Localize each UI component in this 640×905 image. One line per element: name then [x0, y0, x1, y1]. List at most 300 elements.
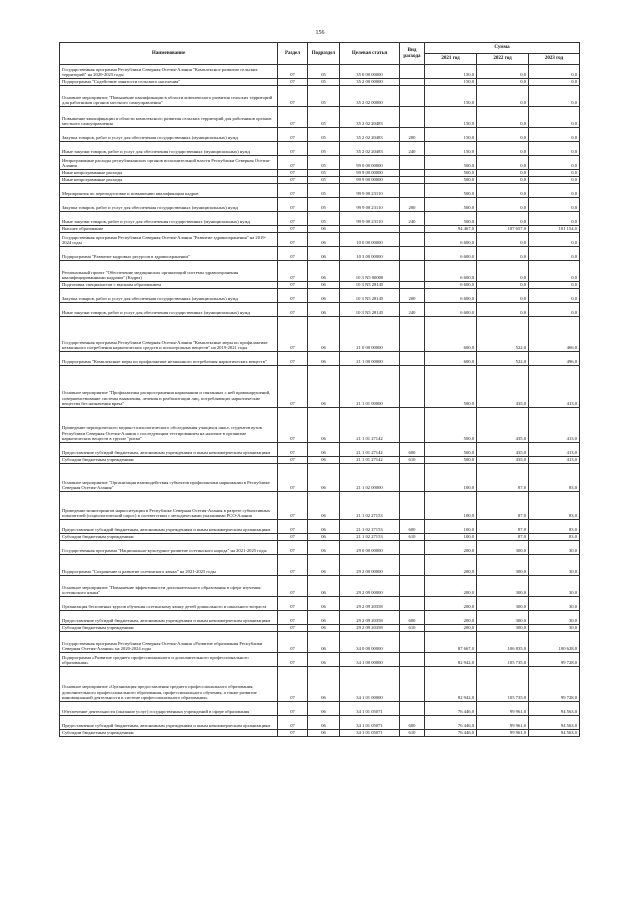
row-section: 07 — [278, 443, 308, 457]
row-target: 21 1 01 27142 — [340, 457, 400, 464]
row-2022: 0,0 — [477, 184, 529, 198]
row-2023: 30,0 — [529, 611, 580, 625]
row-subsection: 06 — [308, 366, 340, 408]
row-2023: 83,0 — [529, 492, 580, 520]
table-row — [60, 198, 580, 212]
row-2023: 413,0 — [529, 443, 580, 457]
row-expense-type: 600 — [400, 611, 425, 625]
row-name: Повышение квалификации в области комплексного развития сельских территорий для работников органов местного самоуправления — [60, 107, 278, 128]
row-2023: 0,0 — [529, 303, 580, 317]
row-2023: 0,0 — [529, 79, 580, 86]
row-2021: 76 446,0 — [425, 702, 477, 716]
row-subsection: 06 — [308, 653, 340, 667]
row-subsection: 05 — [308, 198, 340, 212]
row-2023: 0,0 — [529, 107, 580, 128]
row-target: 35 0 00 00000 — [340, 65, 400, 79]
row-section: 07 — [278, 184, 308, 198]
table-row — [60, 282, 580, 289]
row-name: Подпрограмма "Комплексные меры по профилактике незаконного потребления наркотических веществ" — [60, 352, 278, 366]
row-subsection: 06 — [308, 233, 340, 247]
row-target: 21 1 02 27153 — [340, 520, 400, 534]
row-name: Иные закупки товаров, работ и услуг для обеспечения государственных (муниципальных) нужд — [60, 212, 278, 226]
row-2021: 500,0 — [425, 408, 477, 443]
table-row — [60, 226, 580, 233]
row-target: 10 3 N5 00000 — [340, 261, 400, 282]
row-2023: 94 563,0 — [529, 730, 580, 737]
row-target: 34 0 00 00000 — [340, 632, 400, 653]
row-target: 10 3 00 00000 — [340, 247, 400, 261]
table-row — [60, 667, 580, 702]
row-subsection: 06 — [308, 317, 340, 352]
row-2023: 94 563,0 — [529, 716, 580, 730]
row-2022: 435,0 — [477, 443, 529, 457]
budget-table-container — [59, 42, 579, 737]
budget-table — [59, 42, 580, 737]
row-section: 07 — [278, 408, 308, 443]
header-name: Наименование — [60, 43, 278, 65]
row-target: 21 1 02 27153 — [340, 492, 400, 520]
row-name: Государственная программа Республики Северная Осетия-Алания «Развитие образования Республики Северная Осетия-Алания» на 2020-2024 годы — [60, 632, 278, 653]
row-2022: 300,0 — [477, 597, 529, 611]
row-target: 29 0 00 00000 — [340, 541, 400, 555]
row-expense-type — [400, 282, 425, 289]
row-section: 07 — [278, 79, 308, 86]
row-expense-type — [400, 226, 425, 233]
row-2021: 6 600,0 — [425, 303, 477, 317]
row-section: 07 — [278, 625, 308, 632]
row-section: 07 — [278, 352, 308, 366]
table-row — [60, 86, 580, 107]
row-target: 99 9 00 00000 — [340, 170, 400, 177]
table-row — [60, 730, 580, 737]
row-2021: 6 600,0 — [425, 261, 477, 282]
row-target: 99 9 00 23110 — [340, 184, 400, 198]
row-section: 07 — [278, 702, 308, 716]
row-2022: 0,0 — [477, 142, 529, 156]
row-expense-type: 600 — [400, 716, 425, 730]
row-section: 07 — [278, 457, 308, 464]
row-section: 07 — [278, 555, 308, 576]
table-row — [60, 541, 580, 555]
row-2021: 600,0 — [425, 352, 477, 366]
row-section: 07 — [278, 366, 308, 408]
row-target — [340, 226, 400, 233]
table-row — [60, 261, 580, 282]
row-subsection: 05 — [308, 79, 340, 86]
row-2022: 300,0 — [477, 625, 529, 632]
row-2023: 413,0 — [529, 408, 580, 443]
row-name: Основное мероприятие «Организация предоставления среднего профессионального образования, дополнительного профессионального образования, профессионального обучения, а также развитие инновационной деятельности в системе профессионального образования» — [60, 667, 278, 702]
row-name: Закупка товаров, работ и услуг для обеспечения государственных (муниципальных) нужд — [60, 128, 278, 142]
row-section: 07 — [278, 247, 308, 261]
row-expense-type: 200 — [400, 198, 425, 212]
row-name: Мероприятия по переподготовке и повышению квалификации кадров — [60, 184, 278, 198]
table-row — [60, 184, 580, 198]
row-2021: 82 942,0 — [425, 653, 477, 667]
row-2022: 105 735,0 — [477, 653, 529, 667]
row-2023: 0,0 — [529, 65, 580, 79]
row-target: 34 1 01 05071 — [340, 716, 400, 730]
row-2021: 6 600,0 — [425, 233, 477, 247]
row-expense-type: 610 — [400, 534, 425, 541]
row-subsection: 06 — [308, 625, 340, 632]
row-subsection: 06 — [308, 457, 340, 464]
row-name: Закупка товаров, работ и услуг для обеспечения государственных (муниципальных) нужд — [60, 289, 278, 303]
header-2021: 2021 год — [425, 54, 477, 65]
row-2022: 107 657,0 — [477, 226, 529, 233]
row-target: 21 1 01 00000 — [340, 366, 400, 408]
row-target: 35 2 00 00000 — [340, 79, 400, 86]
row-expense-type — [400, 597, 425, 611]
table-row — [60, 492, 580, 520]
row-subsection: 06 — [308, 443, 340, 457]
row-2022: 0,0 — [477, 261, 529, 282]
row-expense-type: 200 — [400, 128, 425, 142]
row-subsection: 06 — [308, 464, 340, 492]
row-target: 21 1 00 00000 — [340, 352, 400, 366]
table-row — [60, 702, 580, 716]
row-expense-type — [400, 233, 425, 247]
row-name: Государственная программа Республики Северная Осетия-Алания "Комплексное развитие сельских территорий" на 2020-2025 годы — [60, 65, 278, 79]
table-row — [60, 625, 580, 632]
row-expense-type: 200 — [400, 289, 425, 303]
row-target: 29 2 00 00000 — [340, 555, 400, 576]
table-row — [60, 352, 580, 366]
table-row — [60, 597, 580, 611]
row-section: 07 — [278, 730, 308, 737]
row-expense-type: 610 — [400, 730, 425, 737]
row-2023: 30,0 — [529, 625, 580, 632]
row-name: Иные непрограммные расходы — [60, 177, 278, 184]
row-expense-type — [400, 555, 425, 576]
row-2022: 300,0 — [477, 555, 529, 576]
row-target: 21 0 00 00000 — [340, 317, 400, 352]
row-target: 35 2 02 20483 — [340, 142, 400, 156]
row-expense-type: 610 — [400, 625, 425, 632]
table-row — [60, 177, 580, 184]
row-2021: 100,0 — [425, 492, 477, 520]
row-2022: 435,0 — [477, 366, 529, 408]
row-expense-type: 240 — [400, 142, 425, 156]
row-name: Основное мероприятие "Повышение квалификации в области комплексного развития сельских территорий для работников органов местного самоуправления" — [60, 86, 278, 107]
row-subsection: 06 — [308, 247, 340, 261]
row-2023: 30,0 — [529, 597, 580, 611]
row-target: 29 2 09 20358 — [340, 625, 400, 632]
row-name: Подпрограмма «Развитие среднего профессионального и дополнительного профессионального образования» — [60, 653, 278, 667]
row-2022: 99 961,0 — [477, 730, 529, 737]
row-section: 07 — [278, 170, 308, 177]
row-subsection: 05 — [308, 86, 340, 107]
row-expense-type — [400, 653, 425, 667]
row-2023: 0,0 — [529, 177, 580, 184]
row-2023: 413,0 — [529, 366, 580, 408]
table-row — [60, 520, 580, 534]
row-subsection: 05 — [308, 156, 340, 170]
header-sum: Сумма — [425, 43, 580, 54]
row-target: 34 1 01 05071 — [340, 702, 400, 716]
row-name: Предоставление субсидий бюджетным, автономным учреждениям и иным некоммерческим организациям — [60, 443, 278, 457]
row-subsection: 06 — [308, 289, 340, 303]
row-2022: 0,0 — [477, 107, 529, 128]
row-2021: 76 446,0 — [425, 716, 477, 730]
row-expense-type: 600 — [400, 443, 425, 457]
row-name: Высшее образование — [60, 226, 278, 233]
row-2021: 150,0 — [425, 65, 477, 79]
row-name: Основное мероприятие "Организация взаимодействия субъектов профилактики наркомании в Республике Северная Осетия-Алания" — [60, 464, 278, 492]
row-target: 34 1 01 00000 — [340, 667, 400, 702]
table-row — [60, 303, 580, 317]
row-target: 21 1 02 00000 — [340, 464, 400, 492]
row-2023: 100 628,0 — [529, 632, 580, 653]
row-expense-type — [400, 366, 425, 408]
row-name: Непрограммные расходы республиканских органов исполнительной власти Республики Северная Осетия-Алания — [60, 156, 278, 170]
header-2022: 2022 год — [477, 54, 529, 65]
table-row — [60, 534, 580, 541]
row-2023: 0,0 — [529, 128, 580, 142]
row-2023: 30,0 — [529, 541, 580, 555]
row-section: 07 — [278, 198, 308, 212]
table-row — [60, 79, 580, 86]
row-name: Государственная программа Республики Северная Осетия-Алания "Развитие здравоохранения" на 2019-2024 годы — [60, 233, 278, 247]
row-expense-type — [400, 576, 425, 597]
row-expense-type — [400, 261, 425, 282]
row-2021: 500,0 — [425, 198, 477, 212]
row-2022: 0,0 — [477, 170, 529, 177]
row-name: Подпрограмма "Содействие занятости сельского населения" — [60, 79, 278, 86]
row-subsection: 06 — [308, 541, 340, 555]
row-name: Основное мероприятие "Повышение эффективности дополнительного образования в сфере изучения осетинского языка" — [60, 576, 278, 597]
table-row — [60, 457, 580, 464]
row-2023: 496,0 — [529, 352, 580, 366]
row-2022: 0,0 — [477, 233, 529, 247]
row-section: 07 — [278, 541, 308, 555]
row-expense-type — [400, 184, 425, 198]
row-expense-type: 610 — [400, 457, 425, 464]
row-2023: 0,0 — [529, 282, 580, 289]
row-name: Обеспечение деятельности (оказание услуг) государственных учреждений в сфере образования — [60, 702, 278, 716]
row-name: Проведение мониторингов наркоситуации в Республике Северная Осетия-Алания в разрезе субъективных показателей (социологический опрос) в соответствии с методическими указаниями РСО-Алания — [60, 492, 278, 520]
row-expense-type: 600 — [400, 520, 425, 534]
table-row — [60, 366, 580, 408]
row-2021: 200,0 — [425, 541, 477, 555]
row-section: 07 — [278, 212, 308, 226]
row-section: 07 — [278, 520, 308, 534]
row-name: Подпрограмма "Развитие кадровых ресурсов в здравоохранении" — [60, 247, 278, 261]
row-expense-type — [400, 408, 425, 443]
row-section: 07 — [278, 156, 308, 170]
row-expense-type — [400, 632, 425, 653]
row-target: 29 2 09 20358 — [340, 611, 400, 625]
row-expense-type — [400, 107, 425, 128]
row-expense-type — [400, 317, 425, 352]
row-section: 07 — [278, 65, 308, 79]
row-name: Основное мероприятие "Профилактика распространения наркомании и связанных с ней правонарушений, совершенствование системы выявления, лечения и реабилитации лиц, потребляющих наркотические вещества без назначения врача" — [60, 366, 278, 408]
row-2023: 0,0 — [529, 247, 580, 261]
row-name: Подготовка специалистов с высшим образованием — [60, 282, 278, 289]
row-2022: 0,0 — [477, 303, 529, 317]
header-expense-type: Вид расхода — [400, 43, 425, 65]
table-row — [60, 289, 580, 303]
row-subsection: 06 — [308, 555, 340, 576]
row-target: 35 2 02 20483 — [340, 107, 400, 128]
row-2022: 105 735,0 — [477, 667, 529, 702]
row-2021: 500,0 — [425, 457, 477, 464]
row-target: 21 1 01 27142 — [340, 443, 400, 457]
row-2021: 200,0 — [425, 576, 477, 597]
row-subsection: 05 — [308, 170, 340, 177]
row-subsection: 05 — [308, 107, 340, 128]
table-row — [60, 464, 580, 492]
row-target: 10 3 N5 28145 — [340, 303, 400, 317]
row-target: 29 2 09 20358 — [340, 597, 400, 611]
row-subsection: 06 — [308, 303, 340, 317]
row-section: 07 — [278, 261, 308, 282]
row-subsection: 05 — [308, 177, 340, 184]
row-2023: 101 154,0 — [529, 226, 580, 233]
table-row — [60, 170, 580, 177]
row-2021: 500,0 — [425, 184, 477, 198]
table-row — [60, 212, 580, 226]
table-row — [60, 716, 580, 730]
row-section: 07 — [278, 317, 308, 352]
table-row — [60, 555, 580, 576]
row-2022: 435,0 — [477, 457, 529, 464]
row-name: Предоставление субсидий бюджетным, автономным учреждениям и иным некоммерческим организациям — [60, 520, 278, 534]
row-2023: 0,0 — [529, 184, 580, 198]
table-row — [60, 65, 580, 79]
row-expense-type — [400, 541, 425, 555]
row-2023: 83,0 — [529, 464, 580, 492]
table-header — [60, 43, 580, 65]
row-2021: 500,0 — [425, 156, 477, 170]
row-2022: 300,0 — [477, 611, 529, 625]
row-2023: 0,0 — [529, 233, 580, 247]
row-2022: 87,0 — [477, 520, 529, 534]
row-section: 07 — [278, 716, 308, 730]
header-section: Раздел — [278, 43, 308, 65]
row-2022: 300,0 — [477, 541, 529, 555]
row-2023: 30,0 — [529, 555, 580, 576]
row-name: Иные закупки товаров, работ и услуг для обеспечения государственных (муниципальных) нужд — [60, 303, 278, 317]
row-2021: 6 600,0 — [425, 247, 477, 261]
row-2021: 100,0 — [425, 520, 477, 534]
table-row — [60, 233, 580, 247]
row-2021: 100,0 — [425, 534, 477, 541]
row-expense-type: 240 — [400, 212, 425, 226]
row-2023: 83,0 — [529, 520, 580, 534]
row-section: 07 — [278, 226, 308, 233]
row-2023: 0,0 — [529, 212, 580, 226]
row-expense-type: 240 — [400, 303, 425, 317]
row-2022: 0,0 — [477, 128, 529, 142]
row-2023: 0,0 — [529, 86, 580, 107]
row-target: 21 1 01 27142 — [340, 408, 400, 443]
row-2023: 83,0 — [529, 534, 580, 541]
row-expense-type — [400, 352, 425, 366]
row-2021: 150,0 — [425, 86, 477, 107]
row-2021: 150,0 — [425, 79, 477, 86]
row-subsection: 06 — [308, 282, 340, 289]
row-subsection: 06 — [308, 597, 340, 611]
row-2021: 200,0 — [425, 597, 477, 611]
row-2023: 0,0 — [529, 142, 580, 156]
row-target: 34 1 00 00000 — [340, 653, 400, 667]
row-section: 07 — [278, 142, 308, 156]
row-section: 07 — [278, 303, 308, 317]
table-row — [60, 317, 580, 352]
row-subsection: 06 — [308, 716, 340, 730]
table-row — [60, 653, 580, 667]
row-2023: 0,0 — [529, 261, 580, 282]
row-2021: 500,0 — [425, 212, 477, 226]
row-2022: 0,0 — [477, 79, 529, 86]
row-2022: 0,0 — [477, 282, 529, 289]
row-2021: 200,0 — [425, 555, 477, 576]
row-expense-type — [400, 156, 425, 170]
row-2022: 87,0 — [477, 492, 529, 520]
row-2022: 300,0 — [477, 576, 529, 597]
row-target: 10 3 N5 28145 — [340, 282, 400, 289]
header-subsection: Подраздел — [308, 43, 340, 65]
row-expense-type — [400, 65, 425, 79]
row-2022: 522,0 — [477, 317, 529, 352]
row-section: 07 — [278, 667, 308, 702]
row-2021: 600,0 — [425, 317, 477, 352]
row-2023: 413,0 — [529, 457, 580, 464]
table-row — [60, 611, 580, 625]
row-target: 10 3 N5 28145 — [340, 289, 400, 303]
row-section: 07 — [278, 128, 308, 142]
row-2021: 150,0 — [425, 128, 477, 142]
row-expense-type — [400, 702, 425, 716]
row-name: Субсидии бюджетным учреждениям — [60, 730, 278, 737]
row-section: 07 — [278, 107, 308, 128]
row-name: Государственная программа "Национально-культурное развитие осетинского народа" на 2021-2025 годы — [60, 541, 278, 555]
table-row — [60, 128, 580, 142]
row-target: 10 0 00 00000 — [340, 233, 400, 247]
row-expense-type — [400, 492, 425, 520]
row-2021: 500,0 — [425, 443, 477, 457]
table-row — [60, 142, 580, 156]
row-name: Государственная программа Республики Северная Осетия-Алания "Комплексные меры по профилактике незаконного потребления наркотических средств и психотропных веществ" на 2019-2021 годы — [60, 317, 278, 352]
row-2022: 99 961,0 — [477, 716, 529, 730]
row-name: Закупка товаров, работ и услуг для обеспечения государственных (муниципальных) нужд — [60, 198, 278, 212]
row-2021: 82 942,0 — [425, 667, 477, 702]
row-subsection: 06 — [308, 261, 340, 282]
row-expense-type — [400, 170, 425, 177]
row-2023: 0,0 — [529, 289, 580, 303]
row-section: 07 — [278, 233, 308, 247]
row-2022: 0,0 — [477, 198, 529, 212]
row-expense-type — [400, 79, 425, 86]
row-subsection: 05 — [308, 128, 340, 142]
row-target: 99 0 00 00000 — [340, 156, 400, 170]
row-2022: 0,0 — [477, 289, 529, 303]
row-name: Подпрограмма "Сохранение и развитие осетинского языка" на 2021-2025 годы — [60, 555, 278, 576]
row-subsection: 05 — [308, 212, 340, 226]
row-2022: 0,0 — [477, 65, 529, 79]
row-target: 35 2 02 20483 — [340, 128, 400, 142]
row-subsection: 06 — [308, 408, 340, 443]
row-section: 07 — [278, 492, 308, 520]
page-number: 156 — [315, 30, 325, 36]
row-section: 07 — [278, 632, 308, 653]
row-expense-type — [400, 667, 425, 702]
row-target: 35 2 02 00000 — [340, 86, 400, 107]
table-row — [60, 107, 580, 128]
table-row — [60, 156, 580, 170]
row-2021: 200,0 — [425, 625, 477, 632]
